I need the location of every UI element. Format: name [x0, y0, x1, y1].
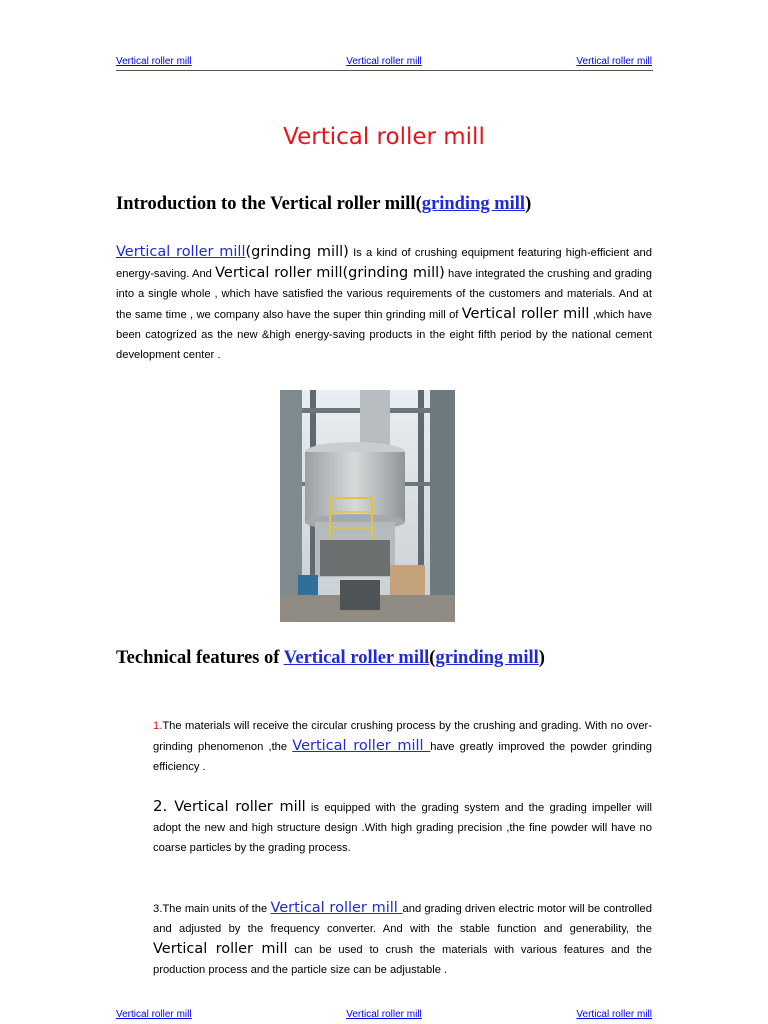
header-divider: [116, 70, 653, 71]
page-title: Vertical roller mill: [283, 124, 485, 150]
feature-3-text-b: and grading driven electric motor will be controlled and adjusted by the frequency converter. And with the stable function and generability, the: [153, 903, 652, 935]
feature-3-text-c: can be used to crush the materials with various features and the production process and the particle size can be adjustable .: [153, 944, 652, 976]
page-footer: [116, 1009, 652, 1020]
feature-2-number: 2.: [153, 797, 175, 815]
intro-text-4: have integrated the crushing and grading into a single whole , which have satisfied the various requirements of the customers and materials. And at the same time , we company also have the super thin grinding mill of: [116, 268, 652, 321]
feature-3-name: Vertical roller mill: [153, 941, 288, 957]
intro-text-1: (grinding mill): [245, 244, 349, 260]
features-heading-text: Technical features of: [116, 648, 284, 668]
feature-3-link[interactable]: Vertical roller mill: [270, 900, 403, 916]
header-link-left[interactable]: Vertical roller mill: [116, 56, 192, 67]
feature-2-text: is equipped with the grading system and the grading impeller will adopt the new and high structure design .With high grading precision ,the fine powder will have no coarse particles by the grading process.: [153, 802, 652, 854]
feature-2-name: Vertical roller mill: [174, 799, 306, 815]
feature-item-2: [153, 796, 652, 858]
intro-heading-link[interactable]: grinding mill: [421, 194, 526, 214]
mill-photo: [280, 390, 455, 622]
features-heading-link-2[interactable]: grinding mill: [435, 648, 539, 668]
feature-item-3: [153, 898, 652, 980]
features-heading: [116, 648, 545, 669]
footer-link-left[interactable]: Vertical roller mill: [116, 1009, 192, 1020]
intro-link[interactable]: Vertical roller mill: [116, 244, 246, 260]
feature-1-link[interactable]: Vertical roller mill: [292, 738, 431, 754]
feature-3-text-a: 3.The main units of the: [153, 903, 271, 915]
intro-heading-text: Introduction to the Vertical roller mill(: [116, 194, 422, 214]
intro-text-6: ,which have been catogrized as the new &high energy-saving products in the eight fifth period by the national cement development center .: [116, 309, 652, 361]
intro-text-3: Vertical roller mill(grinding mill): [215, 265, 445, 281]
feature-item-1: [153, 716, 652, 777]
footer-link-center[interactable]: Vertical roller mill: [346, 1009, 422, 1020]
page-header: [116, 56, 652, 67]
feature-1-text-a: The materials will receive the circular crushing process by the crushing and grading. With no over-grinding phenomenon ,the: [153, 720, 652, 753]
intro-heading-close: ): [525, 194, 532, 214]
intro-text-2: Is a kind of crushing equipment featuring high-efficient and energy-saving. And: [116, 247, 652, 280]
intro-text-5: Vertical roller mill: [461, 306, 590, 322]
features-heading-paren: (: [429, 648, 436, 668]
intro-heading: [116, 194, 531, 215]
feature-1-number: 1.: [153, 720, 163, 732]
header-link-center[interactable]: Vertical roller mill: [346, 56, 422, 67]
footer-link-right[interactable]: Vertical roller mill: [576, 1009, 652, 1020]
feature-1-text-b: have greatly improved the powder grinding efficiency .: [153, 741, 652, 773]
header-link-right[interactable]: Vertical roller mill: [576, 56, 652, 67]
intro-paragraph: [116, 242, 652, 365]
features-heading-close: ): [538, 648, 545, 668]
features-heading-link-1[interactable]: Vertical roller mill: [283, 648, 430, 668]
